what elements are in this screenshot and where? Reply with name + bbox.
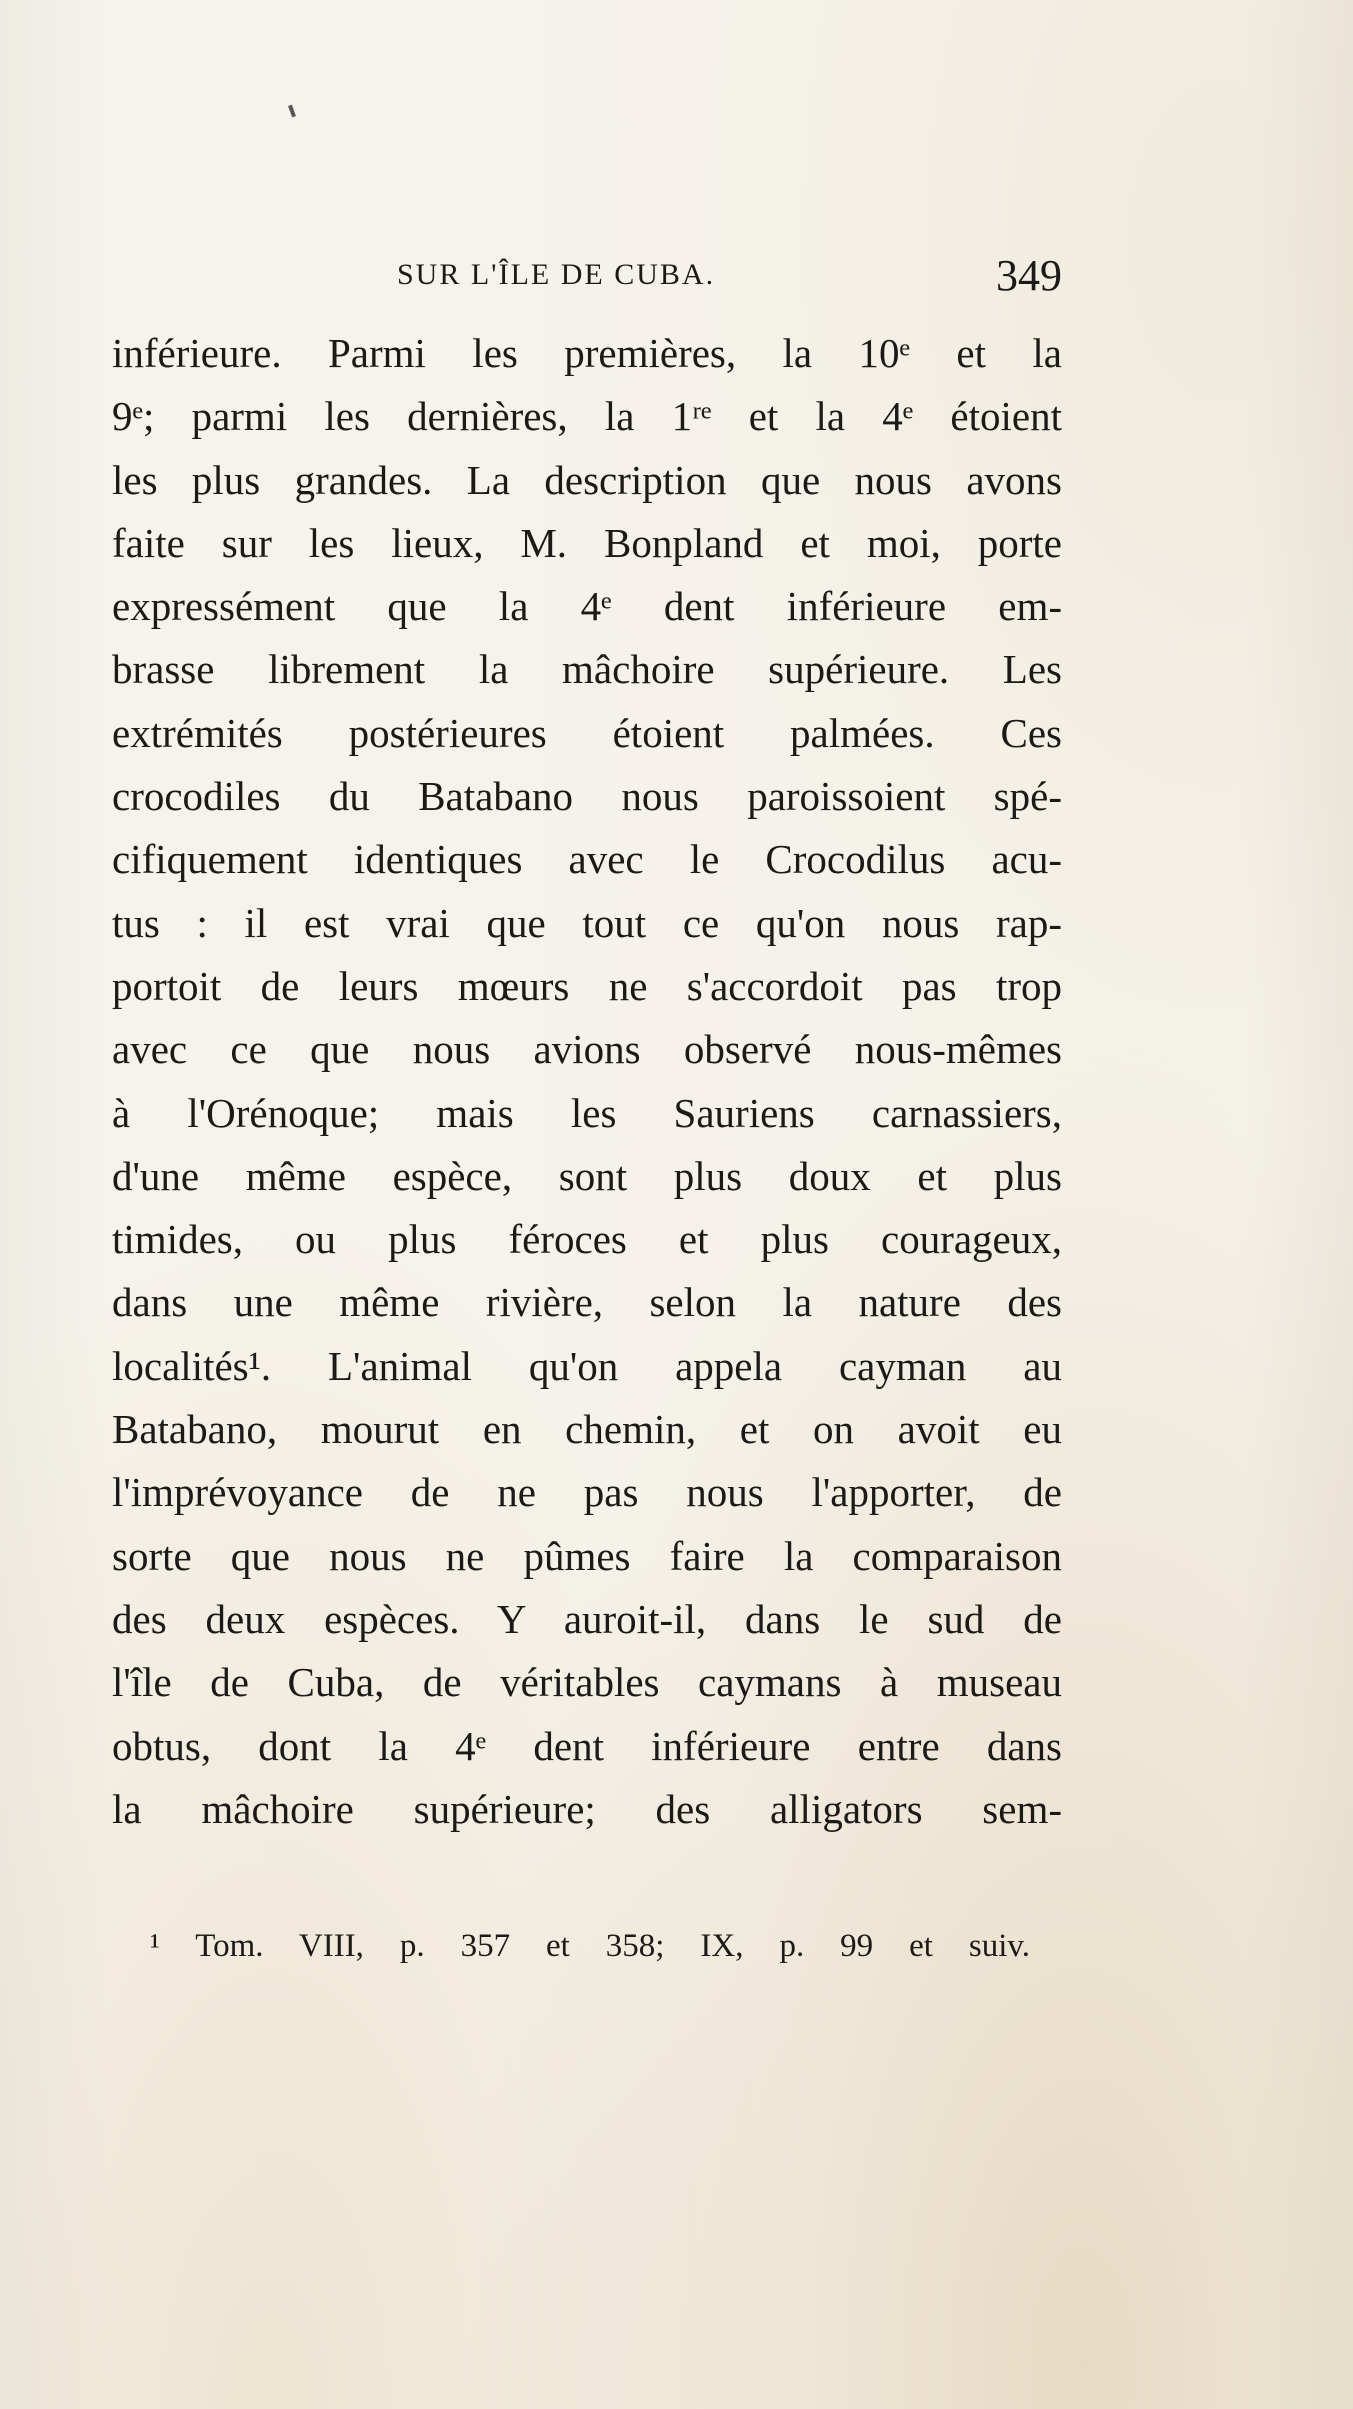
text-line: l'imprévoyance de ne pas nous l'apporter, de xyxy=(112,1469,1062,1516)
text-line: faite sur les lieux, M. Bonpland et moi, porte xyxy=(112,519,1062,566)
running-head: SUR L'ÎLE DE CUBA. xyxy=(397,258,716,291)
footnote: ¹ Tom. VIII, p. 357 et 358; IX, p. 99 et suiv. xyxy=(150,1928,1030,1964)
text-line: portoit de leurs mœurs ne s'accordoit pas trop xyxy=(112,962,1062,1009)
text-line: les plus grandes. La description que nous avons xyxy=(112,456,1062,503)
page-number: 349 xyxy=(996,251,1062,300)
text-line: obtus, dont la 4ᵉ dent inférieure entre dans xyxy=(112,1722,1062,1769)
text-line: d'une même espèce, sont plus doux et plus xyxy=(112,1152,1062,1199)
text-line: timides, ou plus féroces et plus courageux, xyxy=(112,1216,1062,1263)
text-line: localités¹. L'animal qu'on appela cayman au xyxy=(112,1342,1062,1389)
page-header xyxy=(112,250,1062,310)
text-line: à l'Orénoque; mais les Sauriens carnassiers, xyxy=(112,1089,1062,1136)
text-line: brasse librement la mâchoire supérieure. Les xyxy=(112,646,1062,693)
text-line: 9ᵉ; parmi les dernières, la 1ʳᵉ et la 4ᵉ étoient xyxy=(112,393,1062,440)
text-line: Batabano, mourut en chemin, et on avoit eu xyxy=(112,1406,1062,1453)
text-line: extrémités postérieures étoient palmées. Ces xyxy=(112,709,1062,756)
text-line: la mâchoire supérieure; des alligators sem- xyxy=(112,1785,1062,1832)
text-line: cifiquement identiques avec le Crocodilus acu- xyxy=(112,836,1062,883)
text-line: sorte que nous ne pûmes faire la comparaison xyxy=(112,1532,1062,1579)
text-line: l'île de Cuba, de véritables caymans à museau xyxy=(112,1659,1062,1706)
text-line: inférieure. Parmi les premières, la 10ᵉ et la xyxy=(112,330,1062,376)
text-line: crocodiles du Batabano nous paroissoient spé- xyxy=(112,773,1062,820)
text-line: dans une même rivière, selon la nature des xyxy=(112,1279,1062,1326)
text-line: des deux espèces. Y auroit-il, dans le sud de xyxy=(112,1595,1062,1642)
body-text xyxy=(112,322,1062,1841)
text-line: avec ce que nous avions observé nous-mêmes xyxy=(112,1026,1062,1073)
text-line: expressément que la 4ᵉ dent inférieure em- xyxy=(112,583,1062,630)
stray-mark xyxy=(288,105,296,118)
text-line: tus : il est vrai que tout ce qu'on nous rap- xyxy=(112,899,1062,946)
